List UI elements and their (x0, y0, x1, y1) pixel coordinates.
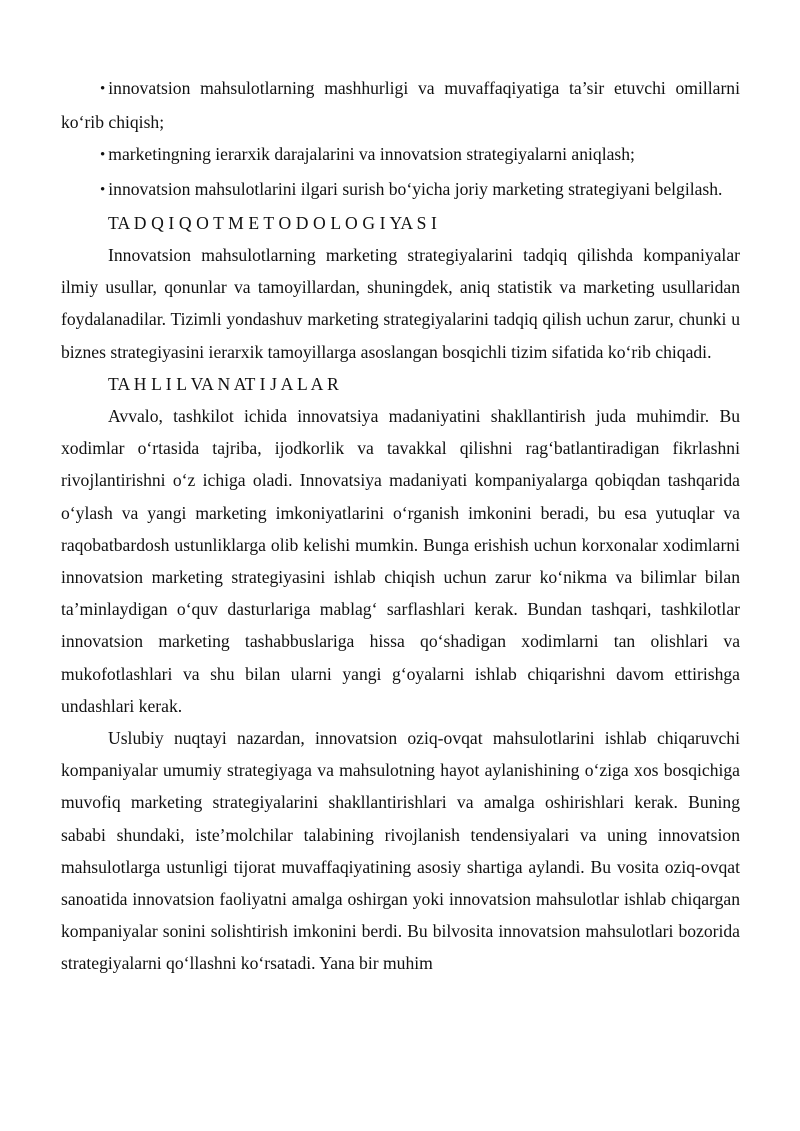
bullet-text: innovatsion mahsulotlarning mashhurligi va muvaffaqiyatiga ta’sir etuvchi omillarni ko‘rib chiqish; (61, 78, 740, 133)
analysis-paragraph-2: Uslubiy nuqtayi nazardan, innovatsion oziq-ovqat mahsulotlarini ishlab chiqaruvchi kompaniyalar umumiy strategiyaga va mahsulotning hayot aylanishining o‘ziga xos bosqichiga muvofiq marketing strategiyalarini shakllantirishlari va amalga oshirishlari kerak. Buning sababi shundaki, iste’molchilar talabining rivojlanish tendensiyalari va uning innovatsion mahsulotlarga ustunligi tijorat muvaffaqiyatining asosiy shartiga aylandi. Bu vosita oziq-ovqat sanoatida innovatsion faoliyatni amalga oshirgan yoki innovatsion mahsulotlar ishlab chiqargan kompaniyalar sonini solishtirish imkonini berdi. Bu bilvosita innovatsion mahsulotlari bozorida strategiyalarni qo‘llashni ko‘rsatadi. Yana bir muhim (61, 728, 740, 974)
methodology-heading: TA D Q I Q O T M E T O D O L O G I YA S I (108, 212, 437, 233)
bullet-text: marketingning ierarxik darajalarini va innovatsion strategiyalarni aniqlash; (108, 144, 635, 165)
bullet-item (61, 173, 740, 207)
methodology-paragraph: Innovatsion mahsulotlarning marketing strategiyalarini tadqiq qilishda kompaniyalar ilmiy usullar, qonunlar va tamoyillardan, shuningdek, aniq statistik va marketing usullaridan foydalanadilar. Tizimli yondashuv marketing strategiyalarini tadqiq qilish uchun zarur, chunki u biznes strategiyasini ierarxik tamoyillarga asoslangan bosqichli tizim sifatida ko‘rib chiqadi. (61, 245, 740, 362)
bullet-item (61, 72, 740, 138)
bullet-item (61, 138, 740, 172)
analysis-paragraph-1: Avvalo, tashkilot ichida innovatsiya madaniyatini shakllantirish juda muhimdir. Bu xodimlar o‘rtasida tajriba, ijodkorlik va tavakkal qilishni rag‘batlantiradigan fikrlashni rivojlantirishni o‘z ichiga oladi. Innovatsiya madaniyati kompaniyalarga qobiqdan tashqarida o‘ylash va yangi marketing imkoniyatlarini o‘rganish imkonini beradi, bu esa yutuqlar va raqobatbardosh ustunliklarga olib kelishi mumkin. Bunga erishish uchun korxonalar xodimlarni innovatsion marketing strategiyasini ishlab chiqish uchun zarur ko‘nikma va bilimlar bilan ta’minlaydigan o‘quv dasturlariga mablag‘ sarflashlari kerak. Bundan tashqari, tashkilotlar innovatsion marketing tashabbuslariga hissa qo‘shadigan xodimlarni tan olishlari va mukofotlashlari va shu bilan ularni yangi g‘oyalarni ishlab chiqarishni davom ettirishga undashlari kerak. (61, 406, 740, 716)
analysis-heading: TA H L I L VA N AT I J A L A R (108, 373, 339, 394)
bullet-text: innovatsion mahsulotlarini ilgari surish bo‘yicha joriy marketing strategiyani belgilash. (108, 178, 723, 199)
bullet-icon: • (100, 181, 106, 198)
document-page (61, 72, 740, 980)
bullet-icon: • (100, 147, 106, 164)
bullet-icon: • (100, 81, 106, 97)
